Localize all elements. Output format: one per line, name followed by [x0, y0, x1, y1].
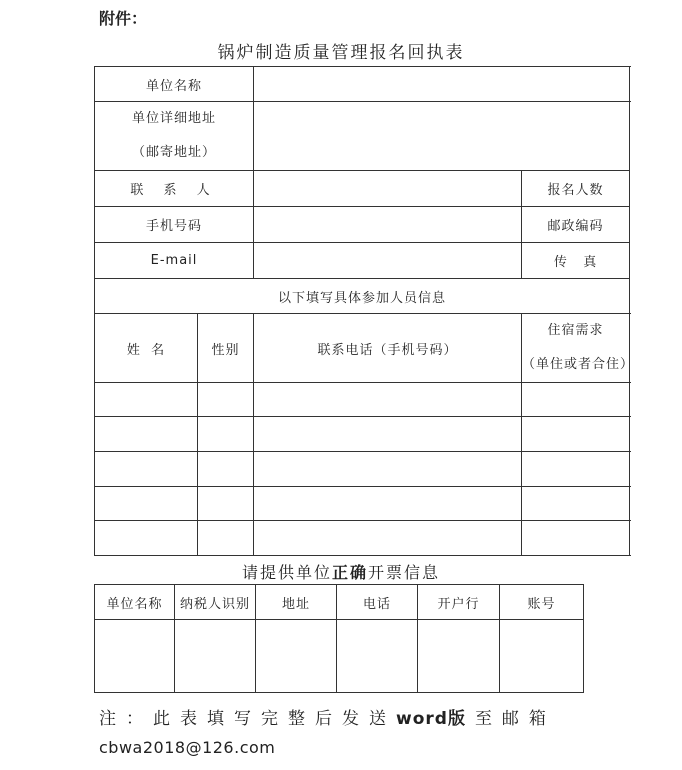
col-name-header: 姓 名 — [95, 314, 198, 383]
contact-field[interactable] — [254, 171, 522, 207]
mobile-row — [95, 207, 630, 243]
participant-name-cell[interactable] — [95, 521, 198, 556]
invoice-taxpayer-id-cell[interactable] — [175, 620, 256, 693]
participant-lodging-cell[interactable] — [522, 452, 630, 487]
invoice-title-part1: 请提供单位 — [241, 563, 332, 582]
address-field[interactable] — [254, 102, 630, 171]
invoice-address-cell[interactable] — [256, 620, 337, 693]
participant-gender-cell[interactable] — [198, 417, 254, 452]
address-label-line2: （邮寄地址） — [132, 145, 217, 160]
invoice-col-account: 账号 — [500, 585, 584, 620]
mobile-field[interactable] — [254, 207, 522, 243]
invoice-col-taxpayer-id: 纳税人识别 — [175, 585, 256, 620]
registration-form-table — [94, 66, 635, 556]
participant-phone-cell[interactable] — [254, 521, 522, 556]
participant-phone-cell[interactable] — [254, 417, 522, 452]
participant-phone-cell[interactable] — [254, 383, 522, 417]
invoice-title-bold: 正确 — [331, 563, 368, 582]
note-ban: 版 — [447, 709, 475, 729]
invoice-table — [94, 584, 584, 693]
contact-row — [95, 171, 630, 207]
unit-name-label: 单位名称 — [95, 67, 254, 102]
submission-note — [99, 704, 556, 729]
participant-name-cell[interactable] — [95, 487, 198, 521]
unit-name-field[interactable] — [254, 67, 630, 102]
form-title: 锅炉制造质量管理报名回执表 — [217, 43, 465, 63]
col-lodging-line1: 住宿需求 — [547, 323, 604, 338]
participant-lodging-cell[interactable] — [522, 521, 630, 556]
unit-name-row — [95, 67, 630, 102]
invoice-col-phone: 电话 — [337, 585, 418, 620]
invoice-col-address: 地址 — [256, 585, 337, 620]
participant-gender-cell[interactable] — [198, 487, 254, 521]
invoice-title-part2: 开票信息 — [368, 563, 441, 582]
participant-gender-cell[interactable] — [198, 521, 254, 556]
mobile-label: 手机号码 — [95, 207, 254, 243]
participant-phone-cell[interactable] — [254, 487, 522, 521]
col-lodging-line2: （单住或者合住） — [522, 357, 635, 372]
participant-row — [95, 383, 630, 417]
email-field[interactable] — [254, 243, 522, 279]
participant-gender-cell[interactable] — [198, 383, 254, 417]
col-phone-header: 联系电话（手机号码） — [254, 314, 522, 383]
note-part2: 至邮箱 — [474, 709, 556, 729]
email-row — [95, 243, 630, 279]
participants-heading: 以下填写具体参加人员信息 — [95, 279, 630, 314]
participant-phone-cell[interactable] — [254, 452, 522, 487]
col-gender-header: 性别 — [198, 314, 254, 383]
participants-header-row — [95, 314, 630, 383]
address-row — [95, 102, 630, 171]
participant-lodging-cell[interactable] — [522, 383, 630, 417]
note-word: word — [396, 709, 448, 729]
contact-email[interactable]: cbwa2018@126.com — [99, 738, 276, 757]
attachment-label: 附件： — [99, 9, 148, 28]
invoice-title — [0, 560, 682, 583]
invoice-entry-row — [95, 620, 584, 693]
contact-label: 联 系 人 — [95, 171, 254, 207]
invoice-bank-cell[interactable] — [418, 620, 500, 693]
fax-label: 传 真 — [522, 243, 630, 279]
participant-row — [95, 521, 630, 556]
invoice-unit-name-cell[interactable] — [95, 620, 175, 693]
participant-lodging-cell[interactable] — [522, 417, 630, 452]
registrants-label: 报名人数 — [522, 171, 630, 207]
col-lodging-header — [522, 314, 635, 383]
participant-row — [95, 487, 630, 521]
participant-name-cell[interactable] — [95, 383, 198, 417]
participant-lodging-cell[interactable] — [522, 487, 630, 521]
email-label: E-mail — [95, 243, 254, 279]
participant-gender-cell[interactable] — [198, 452, 254, 487]
postcode-label: 邮政编码 — [522, 207, 630, 243]
participant-name-cell[interactable] — [95, 417, 198, 452]
invoice-col-bank: 开户行 — [418, 585, 500, 620]
invoice-phone-cell[interactable] — [337, 620, 418, 693]
invoice-account-cell[interactable] — [500, 620, 584, 693]
invoice-header-row — [95, 585, 584, 620]
participant-row — [95, 417, 630, 452]
note-part1: 注：此表填写完整后发送 — [99, 709, 396, 729]
address-label-line1: 单位详细地址 — [132, 111, 217, 126]
participant-name-cell[interactable] — [95, 452, 198, 487]
invoice-col-unit-name: 单位名称 — [95, 585, 175, 620]
participant-row — [95, 452, 630, 487]
participants-heading-row — [95, 279, 630, 314]
address-label — [95, 102, 254, 171]
